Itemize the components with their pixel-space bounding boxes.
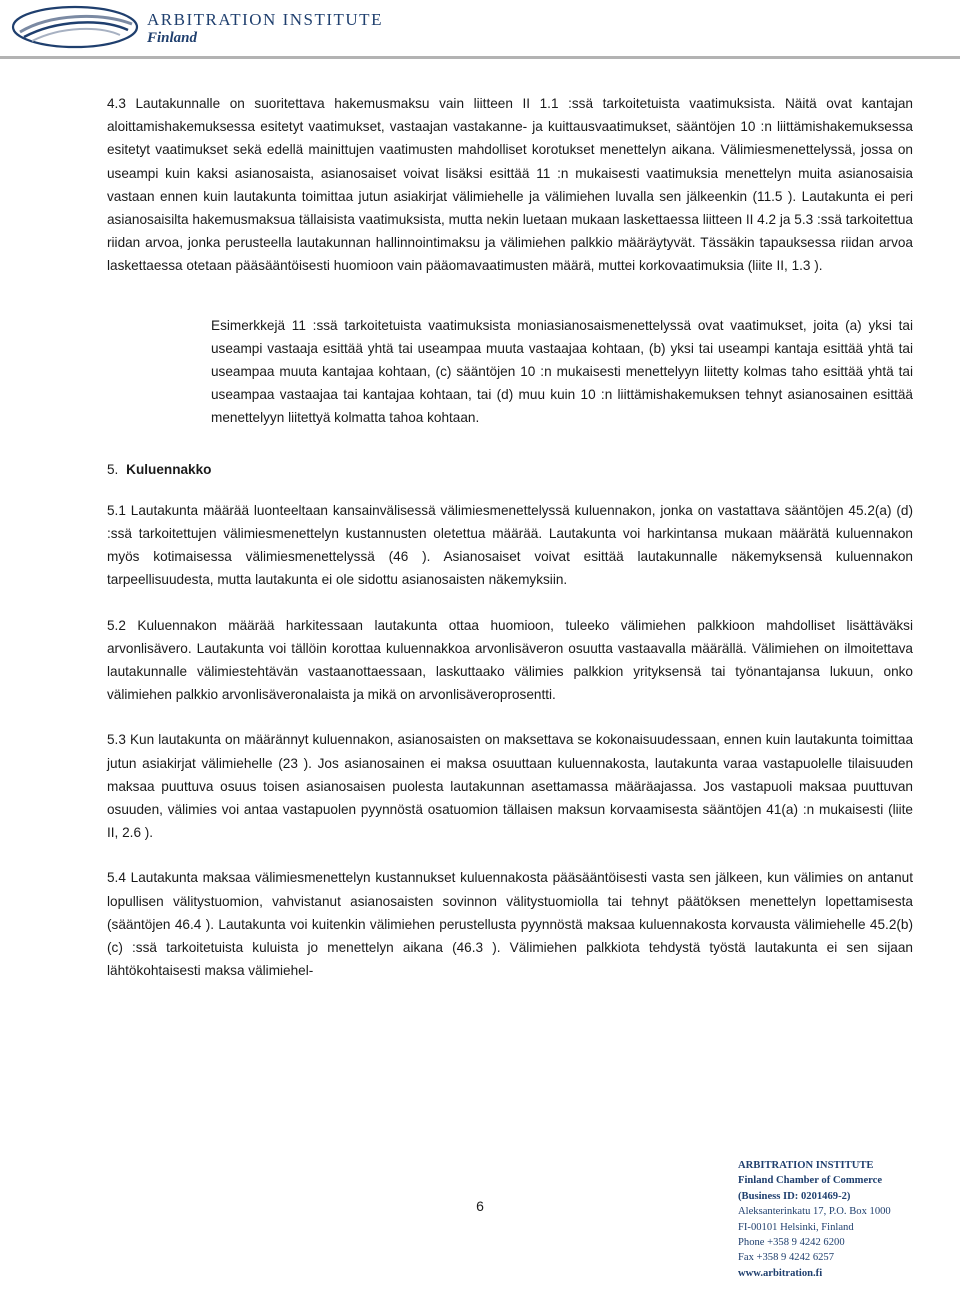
- section-title: Kuluennakko: [126, 461, 212, 477]
- footer-address: [738, 1158, 958, 1281]
- footer-chamber: Finland Chamber of Commerce: [738, 1175, 883, 1187]
- paragraph-5-2: 5.2 Kuluennakon määrää harkitessaan lautakunta ottaa huomioon, tuleeko välimiehen palkkioon mahdolliset lisättäväksi arvonlisävero. Lautakunta voi tällöin korottaa kuluennakkoa arvonlisäveron osuutta vastaavalla määrällä. Välimiehen on ilmoitettava lautakunnalle välimiestehtävän vastaanottaessaan, laskuttaako välimies palkkion yrityksensä tai työnantajansa lukuun, onko välimiehen palkkio arvonlisäveronalaista ja mikä on arvonlisäveroprosentti.: [107, 617, 913, 703]
- footer-business-id: (Business ID: 0201469-2): [738, 1190, 851, 1202]
- section-heading: [107, 458, 913, 481]
- header-divider: [0, 56, 960, 59]
- footer-street: Aleksanterinkatu 17, P.O. Box 1000: [738, 1206, 891, 1218]
- swirl-logo-icon: [10, 4, 140, 50]
- paragraph-5-1: 5.1 Lautakunta määrää luonteeltaan kansainvälisessä välimiesmenettelyssä kuluennakon, jonka on vastattava sääntöjen 45.2(a) (d) :ssä tarkoitettujen välimiesmenettelyn kustannusten oletettua määrää. Lautakunta voi harkintansa mukaan määrätä kuluennakon myös kotimaisessa välimiesmenettelyssä (46 ). Asianosaiset voivat esittää lautakunnalle näkemyksensä kuluennakon tarpeellisuudesta, mutta lautakunta ei ole sidottu asianosaisten näkemyksiin.: [107, 502, 913, 588]
- footer-website: www.arbitration.fi: [738, 1267, 823, 1279]
- page-header: [10, 4, 410, 50]
- footer-org-name: ARBITRATION INSTITUTE: [738, 1160, 874, 1171]
- footer-fax: Fax +358 9 4242 6257: [738, 1252, 835, 1264]
- page-number: 6: [476, 1198, 484, 1214]
- org-name: ARBITRATION INSTITUTE: [147, 10, 383, 29]
- paragraph-5-3: 5.3 Kun lautakunta on määrännyt kuluennakon, asianosaisten on maksettava se kokonaisuudessaan, ennen kuin lautakunta toimittaa jutun asiakirjat välimiehelle (23 ). Jos asianosainen ei maksa osuuttaan kuluennakosta, lautakunta varaa vastapuolelle tilaisuuden maksaa puuttuva osuus toisen asianosaisen puolesta lautakunnan asettamassa määräajassa. Jos vastapuoli maksaa puuttuvan osuuden, välimies voi antaa vastapuolen pyynnöstä osatuomion tällaisen maksun korvaamisesta sääntöjen 41(a) :n mukaisesti (liite II, 2.6 ).: [107, 732, 913, 841]
- section-number: 5.: [107, 461, 119, 477]
- paragraph-4-3: 4.3 Lautakunnalle on suoritettava hakemusmaksu vain liitteen II 1.1 :ssä tarkoitetuista vaatimuksista. Näitä ovat kantajan aloittamishakemuksessa esitetyt vaatimukset, vastaajan vastakanne- ja kuittausvaatimukset, sääntöjen 10 :n liittämishakemuksessa esitetyt vaatimukset sekä edellä mainittujen vaatimusten mahdolliset korotukset menettelyn aikana. Välimiesmenettelyssä, jossa on useampi kuin kaksi asianosaista, asianosaiset voivat lisäksi esittää 11 :n mukaisesti vaatimuksia menettelyn muita asianosaisia vastaan ennen kuin lautakunta toimittaa jutun asiakirjat välimiehelle ja välimiehen luvalla sen jälkeenkin (11.5 ). Lautakunta ei peri asianosaisilta hakemusmaksua tällaisista vaatimuksista, mutta nekin luetaan mukaan laskettaessa liitteen II 4.2 ja 5.3 :ssä tarkoitettua riidan arvoa, jonka perusteella lautakunnan hallinnointimaksu ja välimiehen palkkio määräytyvät. Tässäkin tapauksessa riidan arvoa laskettaessa otetaan pääsääntöisesti huomioon vain pääomavaatimusten määrä, muttei korkovaatimuksia (liite II, 1.3 ).: [107, 96, 913, 274]
- footer-city: FI-00101 Helsinki, Finland: [738, 1221, 854, 1233]
- footer-phone: Phone +358 9 4242 6200: [738, 1237, 845, 1249]
- document-body: [107, 92, 913, 1005]
- org-country: Finland: [147, 30, 198, 46]
- example-paragraph: Esimerkkejä 11 :ssä tarkoitetuista vaatimuksista moniasianosaismenettelyssä ovat vaatimukset, joita (a) yksi tai useampi vastaaja esittää yhtä tai useampaa muuta vastaajaa kohtaan, (b) yksi tai useampi kantaja esittää yhtä tai useampaa muuta kantajaa kohtaan, (c) sääntöjen 10 :n mukaisesti menettelyyn liitetty kolmas taho esittää yhtä tai useampaa vastaajaa tai kantajaa kohtaan, tai (d) muu kuin 10 :n liittämishakemuksen tehnyt asianosainen esittää menettelyyn liitettyä kolmatta tahoa kohtaan.: [211, 317, 913, 426]
- paragraph-5-4: 5.4 Lautakunta maksaa välimiesmenettelyn kustannukset kuluennakosta pääsääntöisesti vasta sen jälkeen, kun välimies on antanut lopullisen välitystuomion, vahvistanut asianosaisten sovinnon välitystuomiolla tai tehnyt päätöksen menettelyn lopettamisesta (sääntöjen 46.4 ). Lautakunta voi kuitenkin välimiehen perustellusta pyynnöstä maksaa kuluennakosta korvausta välimiehelle 45.2(b) (c) :ssä tarkoitetuista kuluista jo menettelyn aikana (46.3 ). Välimiehen palkkiota tehdystä työstä lautakunta ei sen sijaan lähtökohtaisesti maksa välimiehel-: [107, 870, 913, 979]
